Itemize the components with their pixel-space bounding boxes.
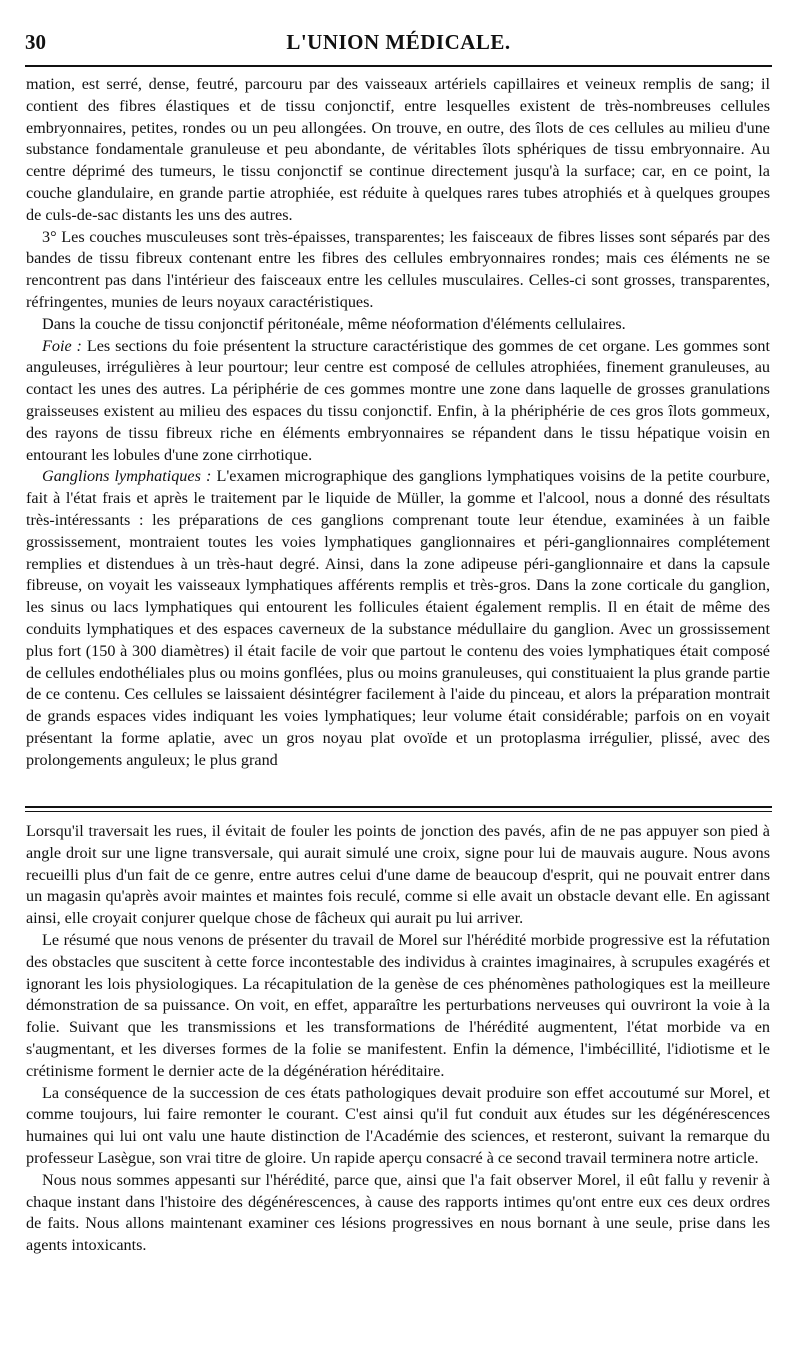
paragraph: Nous nous sommes appesanti sur l'hérédité, parce que, ainsi que l'a fait observer Morel, il eût fallu y revenir à chaque instant dans l'histoire des dégénérescences, à cause des rapports intimes qu'ont entre eux ces deux ordres de faits. Nous allons maintenant examiner ces lésions progressives en nous bornant à une seule, prise dans les agents intoxicants. [26,1170,770,1255]
paragraph: La conséquence de la succession de ces états pathologiques devait produire son effet accoutumé sur Morel, et comme toujours, lui faire remonter le courant. C'est ainsi qu'il fut conduit aux études sur les dégénérescences humaines qui lui ont valu une haute distinction de l'Académie des sciences, et resteront, suivant la remarque du professeur Lasègue, son vrai titre de gloire. Un rapide aperçu consacré à ce second travail terminera notre article. [26,1083,770,1167]
paragraph: Dans la couche de tissu conjonctif péritonéale, même néoformation d'éléments cellulaires. [42,314,626,333]
section-lead: Ganglions lymphatiques : [42,467,212,486]
paragraph: 3° Les couches musculeuses sont très-épaisses, transparentes; les faisceaux de fibres lisses sont séparés par des bandes de tissu fibreux contenant entre les fibres des cellules embryonnaires rondes; mais ces éléments ne se rencontrent pas dans l'intérieur des faisceaux entre les cellules musculaires. Celles-ci sont grosses, transparentes, réfringentes, munies de leurs noyaux caractéristiques. [26,227,770,311]
header-rule [25,65,772,67]
section-lead: Foie : [42,336,82,355]
lower-article [26,821,770,1257]
paragraph: mation, est serré, dense, feutré, parcouru par des vaisseaux artériels capillaires et veineux remplis de sang; il contient des fibres élastiques et de tissu conjonctif, entre lesquelles existent de très-nombreuses cellules embryonnaires, petites, rondes ou un peu allongées. On trouve, en outre, des îlots de ces cellules au milieu d'une substance fondamentale granuleuse et peu abondante, de véritables îlots sphériques de tissu embryonnaire. Au centre déprimé des tumeurs, le tissu conjonctif se continue directement jusqu'à la surface; car, en ce point, la couche glandulaire, en grande partie atrophiée, est réduite à quelques rares tubes atrophiés et à quelques groupes de culs-de-sac distants les uns des autres. [26,75,770,224]
upper-article [26,74,770,772]
paragraph: Lorsqu'il traversait les rues, il évitait de fouler les points de jonction des pavés, afin de ne pas appuyer son pied à angle droit sur une ligne transversale, qui aurait simulé une croix, signe pour lui de mauvais augure. Nous avons recueilli plus d'un fait de ce genre, entre autres celui d'une dame de beaucoup d'esprit, qui ne pouvait entrer dans un magasin qu'après avoir maintes et maintes fois reculé, comme si elle avait un obstacle devant elle. En agissant ainsi, elle croyait conjurer quelque chose de fâcheux qui aurait pu lui arriver. [26,822,770,928]
journal-title: L'UNION MÉDICALE. [286,30,511,54]
paragraph: Le résumé que nous venons de présenter du travail de Morel sur l'hérédité morbide progressive est la réfutation des obstacles que suscitent à cette force incontestable des individus à craintes imaginaires, à scrupules exagérés et ignorant les lois physiologiques. La récapitulation de la genèse de ces phénomènes pathologiques est la meilleure démonstration de sa puissance. On voit, en effet, apparaître les perturbations nerveuses qui ouvriront la voie à la folie. Suivant que les transmissions et les transformations de l'hérédité augmentent, l'état morbide va en s'augmentant, et les diverses formes de la folie se manifestent. Enfin la démence, l'imbécillité, l'idiotisme et le crétinisme forment le dernier acte de la dégénération héréditaire. [26,930,770,1080]
paragraph-foie [26,336,770,467]
paragraph-ganglions [26,466,770,771]
page-header [25,26,772,66]
paragraph-body: L'examen micrographique des ganglions lymphatiques voisins de la petite courbure, fait à l'état frais et après le traitement par le liquide de Müller, la gomme et l'alcool, nous a donné des résultats très-intéressants : les préparations de ces ganglions comprenant toute leur étendue, examinées à un faible grossissement, montraient toutes les voies lymphatiques ganglionnaires et péri-ganglionnaires complétement remplies et distendues à un très-haut degré. Ainsi, dans la zone adipeuse péri-ganglionnaire et dans la capsule fibreuse, on voyait les vaisseaux lymphatiques afférents remplis et très-gros. Dans la zone corticale du ganglion, les sinus ou lacs lymphatiques qui entourent les follicules étaient également remplis. Il en était de même des conduits lymphatiques et des espaces caverneux de la substance médullaire du ganglion. Avec un grossissement plus fort (150 à 300 diamètres) il était facile de voir que partout le contenu des voies lymphatiques était composé de cellules endothéliales plus ou moins gonflées, plus ou moins granuleuses, qui constituaient la plus grande partie de ce contenu. Ces cellules se laissaient désintégrer facilement à l'aide du pinceau, et alors la préparation montrait de grands espaces vides indiquant les voies lymphatiques; leur volume était considérable; parfois on en voyait présentant la forme aplatie, avec un gros noyau plat ovoïde et un protoplasma irrégulier, plissé, avec des prolongements anguleux; le plus grand [26,467,771,769]
page-number: 30 [25,30,46,54]
feuilleton-separator [25,806,772,812]
paragraph-body: Les sections du foie présentent la structure caractéristique des gommes de cet organe. Les gommes sont anguleuses, irrégulières à leur pourtour; leur centre est composé de cellules atrophiées, finement granuleuses, au contact les unes des autres. La périphérie de ces gommes montre une zone dans laquelle de grosses granulations graisseuses existent au milieu des espaces du tissu conjonctif. Enfin, à la phériphérie de ces gros îlots gommeux, des rayons de tissu fibreux riche en éléments embryonnaires se répandent dans le tissu hépatique voisin en entourant les lobules d'une zone cirrhotique. [26,336,770,464]
